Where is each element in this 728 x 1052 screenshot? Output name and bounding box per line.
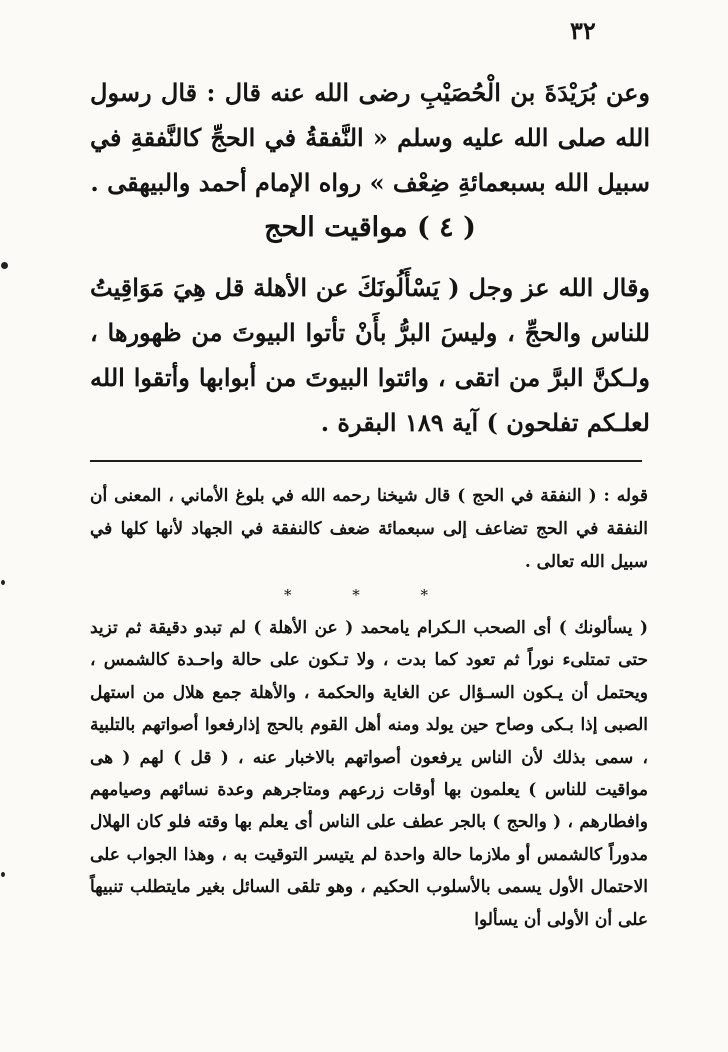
commentary-paragraph: [90, 612, 648, 936]
quran-verse-paragraph: [90, 265, 650, 445]
verse-text: وقال الله عز وجل ( يَسْأَلُونَكَ عن الأهلة قل هِيَ مَوَاقِيتُ للناس والحجِّ ، وليسَ البرُّ بأَنْ تأتوا البيوتَ من ظهورها ، ولـكنَّ البرَّ من اتقى ، وائتوا البيوتَ من أبوابها وأتقوا الله لعلـكم تفلحون ) آية ١٨٩ البقرة .: [90, 273, 650, 437]
footnote-paragraph: [90, 480, 648, 579]
hadith-paragraph: [90, 70, 650, 205]
section-separator-stars: * * *: [283, 586, 457, 604]
binding-hole-mark: [1, 580, 5, 585]
binding-hole-mark: [1, 262, 8, 269]
page-number: ٣٢: [570, 16, 596, 45]
binding-hole-mark: [1, 872, 5, 877]
commentary-text: ( يسألونك ) أى الصحب الـكرام يامحمد ( عن الأهلة ) لم تبدو دقيقة ثم تزيد حتى تمتلىء نوراً ثم تعود كما بدت ، ولا تـكون على حالة واحـدة كالشمس ، ويحتمل أن يـكون السـؤال عن الغاية والحكمة ، والأهلة جمع هلال من استهل الصبى إذا بـكى وصاح حين يولد ومنه أهل القوم بالحج إذارفعوا أصواتهم بالتلبية ، سمى بذلك لأن الناس يرفعون أصواتهم بالاخبار عنه ، ( قل ) لهم ( هى مواقيت للناس ) يعلمون بها أوقات زرعهم ومتاجرهم وعدة نسائهم وصيامهم وافطارهم ، ( والحج ) بالجر عطف على الناس أى يعلم بها وقته فلو كان الهلال مدوراً كالشمس أو ملازما حالة واحدة لم يتيسر التوقيت به ، وهذا الجواب على الاحتمال الأول يسمى بالأسلوب الحكيم ، وهو تلقى السائل بغير مايتطلب تنبيهاً على أن الأولى أن يسألوا: [90, 618, 648, 930]
section-heading: ( ٤ ) مواقيت الحج: [264, 212, 476, 243]
footnote-text: قوله : ( النفقة في الحج ) قال شيخنا رحمه الله في بلوغ الأماني ، المعنى أن النفقة في الحج تضاعف إلى سبعمائة ضعف كالنفقة في الجهاد لأنها كلها في سبيل الله تعالى .: [90, 486, 648, 572]
hadith-text: وعن بُرَيْدَةَ بن الْحُصَيْبِ رضى الله عنه قال : قال رسول الله صلى الله عليه وسلم « النَّفقةُ في الحجِّ كالنَّفقةِ في سبيل الله بسبعمائةِ ضِعْف » رواه الإمام أحمد والبيهقى .: [90, 78, 650, 197]
footnote-divider: [90, 460, 642, 462]
